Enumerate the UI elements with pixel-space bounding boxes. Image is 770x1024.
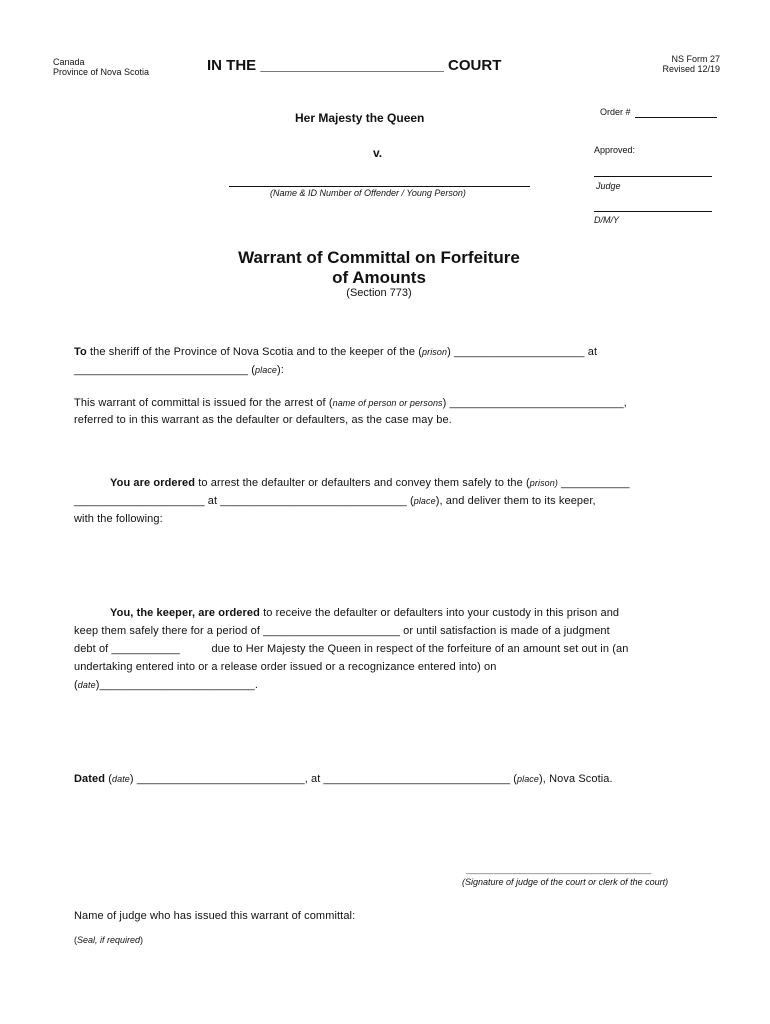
ordered-arrest-line1: You are ordered to arrest the defaulter or defaulters and convey them safely to the (prison) ___________ [110,477,630,489]
document-title-line1: Warrant of Committal on Forfeiture [238,248,520,267]
keeper-ordered-label: You, the keeper, are ordered [110,607,260,619]
judge-name-label: Name of judge who has issued this warrant of committal: [74,910,356,922]
dated-line: Dated (date) ___________________________, at ______________________________ (place), Nova Scotia. [74,773,613,785]
offender-caption: (Name & ID Number of Offender / Young Person) [270,188,466,198]
dated-date-hint: date [111,774,130,784]
jurisdiction-country: Canada [53,57,85,67]
versus-label: v. [373,146,383,160]
document-title-line2: of Amounts [332,268,426,287]
order-number-line [635,117,717,118]
section-reference: (Section 773) [346,287,412,299]
crown-party: Her Majesty the Queen [295,111,425,125]
warrant-issued-line2: referred to in this warrant as the defaulter or defaulters, as the case may be. [74,414,452,426]
keeper-ordered-date-line: (date)_________________________. [74,679,259,691]
seal-note: (Seal, if required) [74,935,144,945]
approved-label: Approved: [594,145,636,155]
keeper-ordered-line3: debt of ___________ due to Her Majesty the Queen in respect of the forfeiture of an amount set out in (an [74,643,629,655]
approval-date-line [594,211,712,212]
warrant-issued-line1: This warrant of committal is issued for the arrest of (name of person or persons) ____________________________, [74,397,627,409]
prison-hint: prison [422,347,448,357]
seal-hint: Seal, if required [77,935,141,945]
prison-hint-2: prison) [529,478,558,488]
offender-name-line [229,186,530,187]
form-revised-date: Revised 12/19 [662,64,720,74]
date-hint: date [77,680,96,690]
to-sheriff-paragraph-line2: ____________________________ (place): [74,364,284,376]
ordered-arrest-line3: with the following: [74,513,163,525]
jurisdiction-province: Province of Nova Scotia [53,67,150,77]
keeper-ordered-line2: keep them safely there for a period of ______________________ or until satisfaction is made of a judgment [74,625,610,637]
signature-caption: (Signature of judge of the court or clerk of the court) [462,877,669,887]
court-title: IN THE ______________________ COURT [207,57,502,74]
ordered-arrest-line2: _____________________ at ______________________________ (place), and deliver them to its keeper, [74,495,596,507]
dated-place-hint: place [517,774,540,784]
person-name-hint: name of person or persons [332,398,443,408]
order-number-label: Order # [600,107,631,117]
to-label: To [74,346,87,358]
judge-label: Judge [596,181,621,191]
date-format-label: D/M/Y [594,215,620,225]
place-hint: place [255,365,278,375]
dated-label: Dated [74,773,106,785]
keeper-ordered-line1: You, the keeper, are ordered to receive the defaulter or defaulters into your custody in this prison and [110,607,620,619]
to-sheriff-paragraph-line1: To the sheriff of the Province of Nova Scotia and to the keeper of the (prison) _____________________ at [74,346,598,358]
signature-line: _____________________________________ [466,864,652,874]
keeper-ordered-line4: undertaking entered into or a release order issued or a recognizance entered into) on [74,661,497,673]
you-are-ordered-label: You are ordered [110,477,196,489]
place-hint-2: place [413,496,436,506]
form-number: NS Form 27 [671,54,720,64]
judge-signature-line [594,176,712,177]
